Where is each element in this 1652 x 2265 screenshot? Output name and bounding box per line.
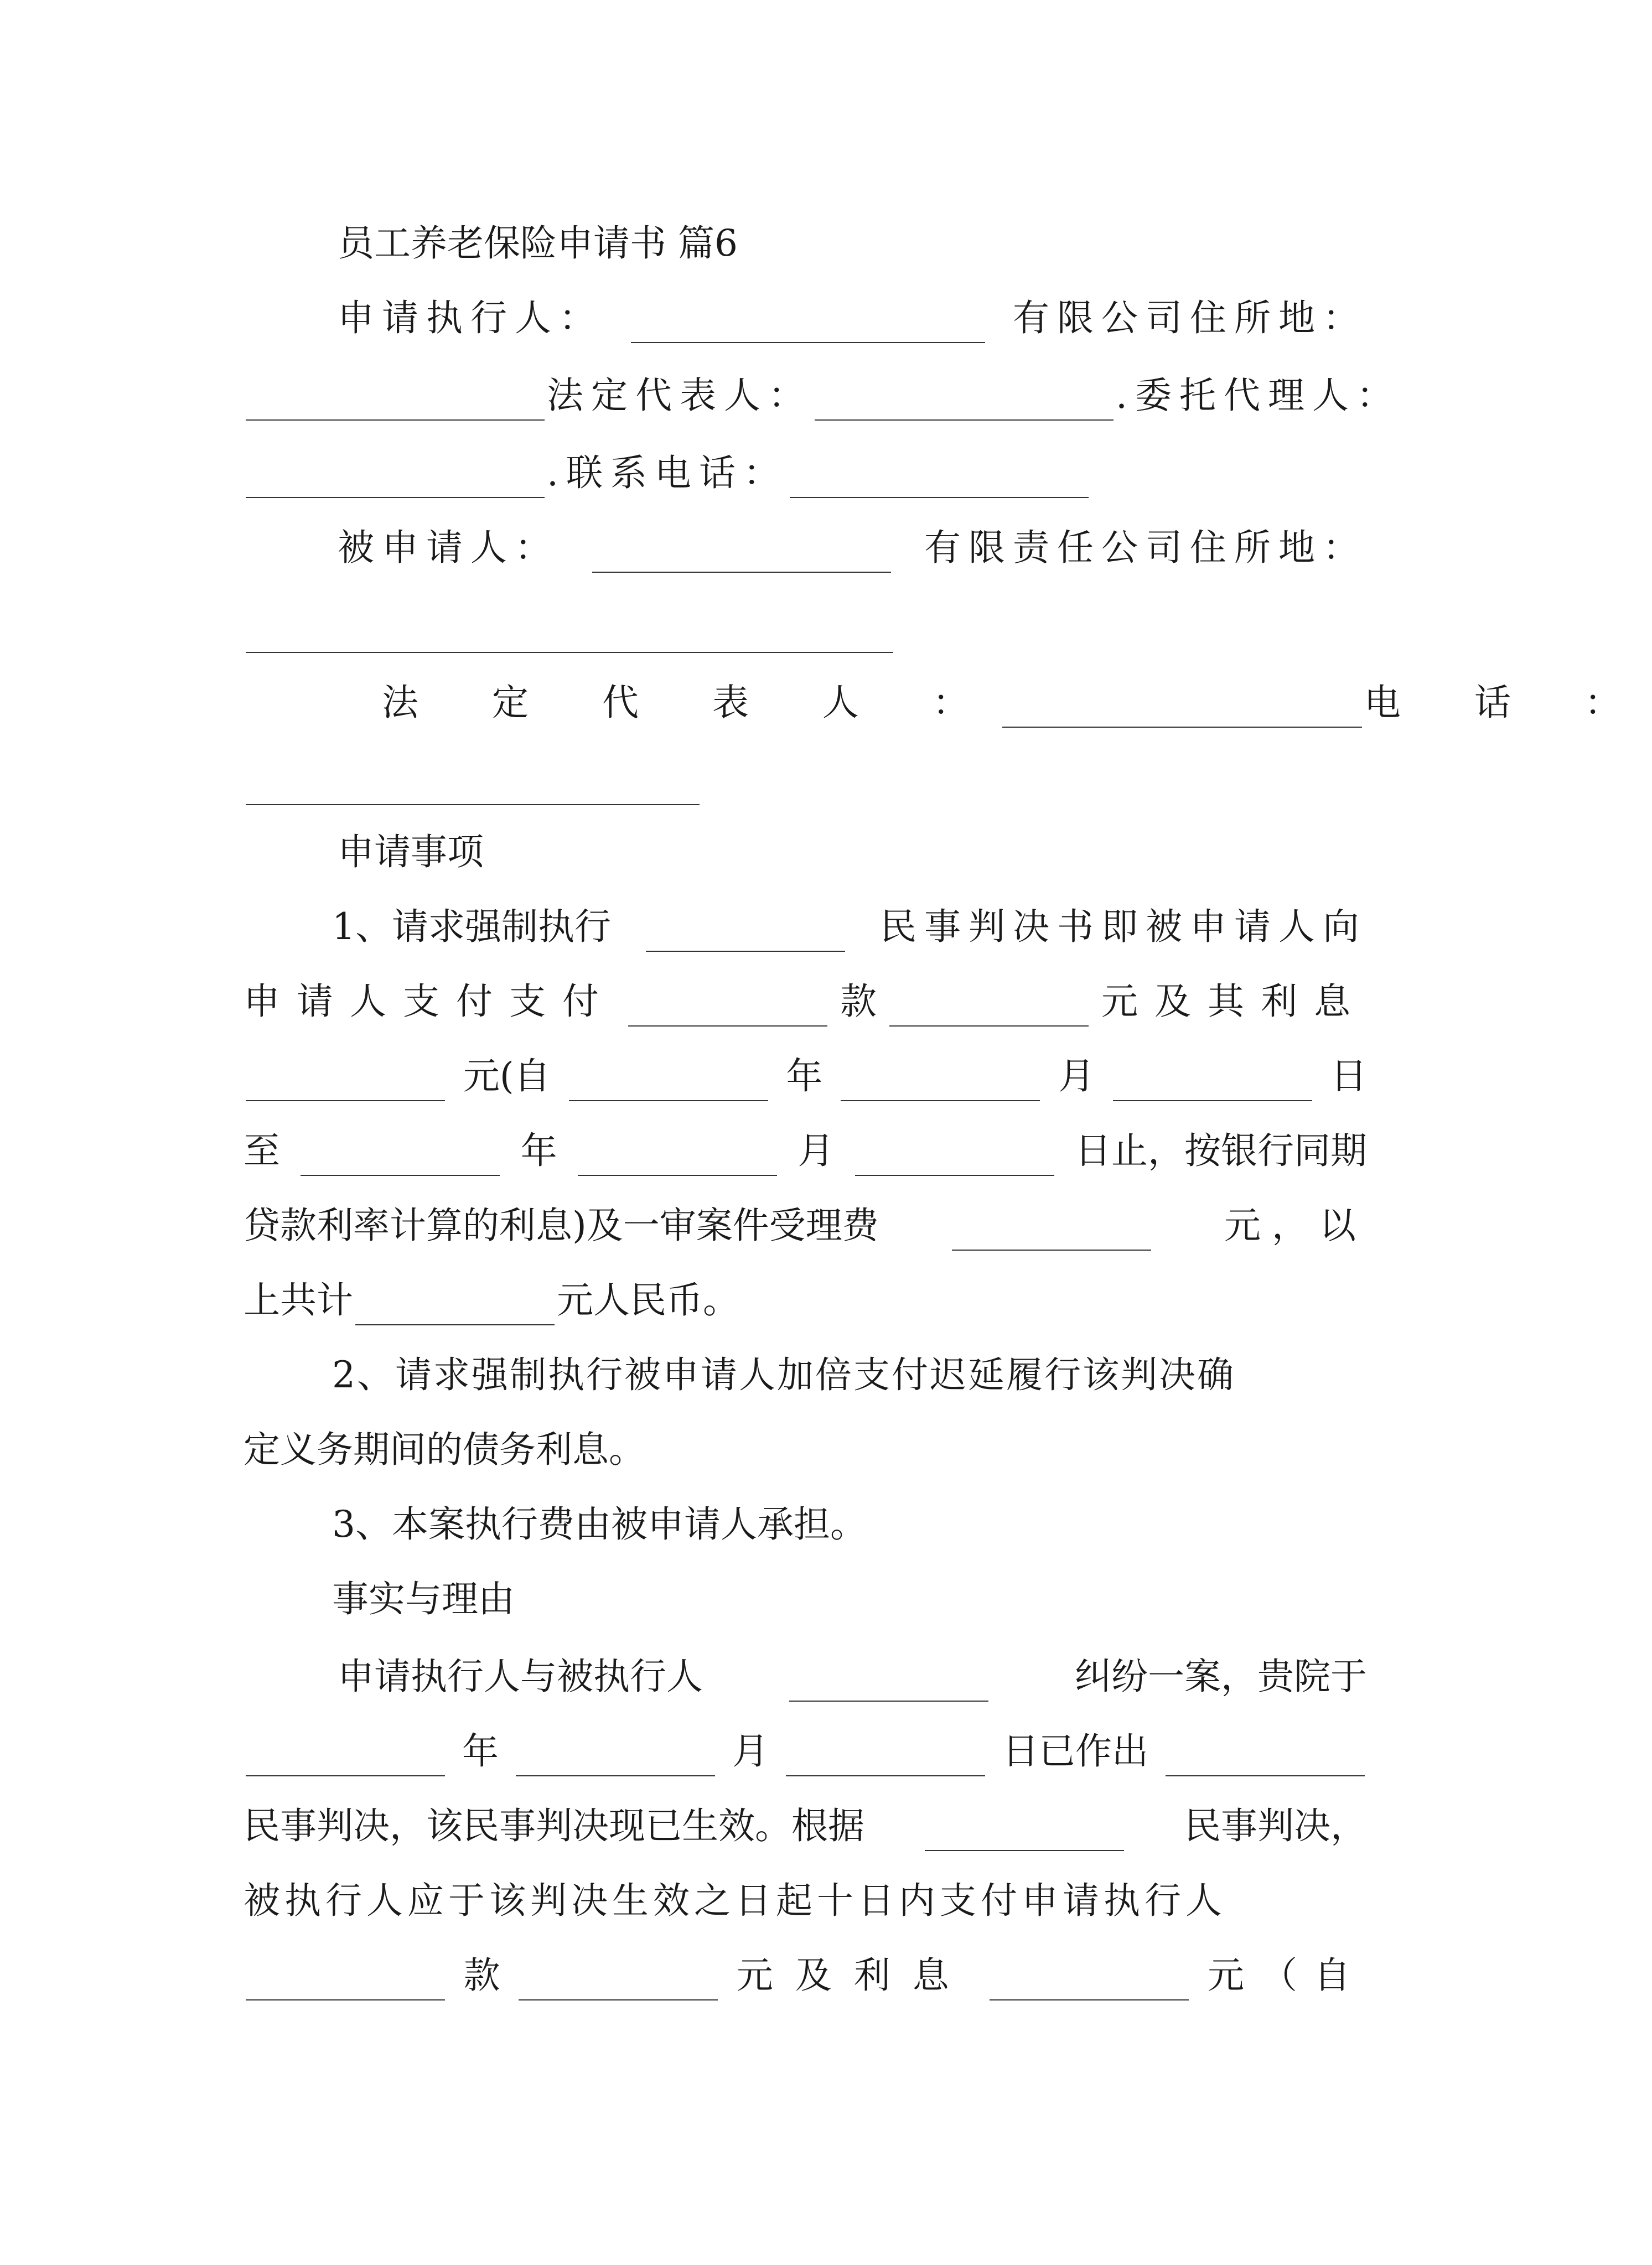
respondent-line-1: [338, 517, 1367, 573]
request1-l3-blank-4: [1113, 1061, 1312, 1101]
facts-l5-blank-3: [990, 1961, 1189, 2000]
request1-l5-b: 元，以: [1224, 1204, 1367, 1247]
request1-l4-blank-1: [301, 1136, 500, 1176]
request2-text-2: 定义务期间的债务利息。: [244, 1428, 645, 1471]
facts-l2-blank-1: [246, 1737, 445, 1776]
applicant-name-blank: [631, 303, 985, 343]
section-facts-heading: [332, 1569, 1456, 1624]
request1-part-1: 1、请求强制执行: [332, 905, 611, 948]
request1-l4-a: 至: [244, 1129, 280, 1172]
respondent-line-2: [244, 598, 1367, 653]
applicant-address-label: 有限公司住所地：: [1013, 297, 1367, 339]
applicant-agent-label: .委托代理人：: [1116, 374, 1401, 417]
respondent-line-3: [382, 672, 1652, 728]
applicant-label: 申请执行人：: [338, 297, 603, 339]
facts-line-2: [244, 1721, 1367, 1776]
request1-l3-a: 元(自: [463, 1055, 551, 1097]
facts-l2-a: 年: [462, 1730, 499, 1772]
facts-l5-c: 元（自: [1207, 1954, 1367, 1997]
request1-line-1: [332, 896, 1367, 952]
request1-l4-b: 年: [520, 1129, 557, 1172]
facts-l2-blank-3: [786, 1737, 985, 1776]
request1-part-2: 民事判决书即被申请人向: [880, 905, 1367, 948]
applicant-legal-rep-label: 法定代表人：: [547, 374, 812, 417]
request1-l3-c: 月: [1058, 1055, 1095, 1097]
applicant-address-blank: [246, 381, 545, 421]
respondent-name-blank: [592, 533, 891, 573]
facts-l2-blank-4: [1166, 1737, 1365, 1776]
respondent-label: 被申请人：: [338, 526, 559, 569]
request1-line-2: [244, 971, 1367, 1027]
request2-text-1: 2、请求强制执行被申请人加倍支付迟延履行该判决确: [332, 1354, 1235, 1396]
facts-l2-b: 月: [732, 1730, 769, 1772]
document-title: [338, 213, 1461, 268]
facts-line-3: [244, 1796, 1367, 1851]
request1-line-4: [244, 1121, 1367, 1176]
section-requests-heading: [338, 822, 1461, 877]
respondent-phone-label: 电 话 ：: [1364, 681, 1652, 724]
applicant-line-2: [244, 365, 1401, 421]
request1-l4-c: 月: [797, 1129, 835, 1172]
facts-l2-blank-2: [516, 1737, 715, 1776]
request1-l3-blank-2: [569, 1061, 768, 1101]
request1-l2-blank-2: [889, 987, 1089, 1027]
request1-l3-blank-1: [246, 1061, 445, 1101]
request1-l6-a: 上共计: [244, 1279, 353, 1321]
title-text: 员工养老保险申请书 篇6: [338, 222, 738, 265]
request1-l6-b: 元人民币。: [557, 1279, 739, 1321]
facts-l4-text: 被执行人应于该判决生效之日起十日内支付申请执行人: [244, 1879, 1226, 1922]
facts-l1-a: 申请执行人与被执行人: [338, 1655, 703, 1698]
section-facts-text: 事实与理由: [332, 1578, 515, 1620]
respondent-phone-blank: [246, 765, 700, 805]
request1-l2-b: 款: [840, 980, 877, 1023]
applicant-line-3: [244, 443, 1367, 498]
request1-l3-d: 日: [1330, 1055, 1367, 1097]
request1-l4-blank-2: [578, 1136, 777, 1176]
respondent-address-blank: [246, 613, 893, 653]
request1-l4-blank-3: [855, 1136, 1054, 1176]
request1-blank-1: [646, 912, 845, 952]
facts-line-5: [244, 1945, 1367, 2000]
request1-line-6: [244, 1270, 1367, 1325]
facts-l1-b: 纠纷一案，贵院于: [1075, 1655, 1367, 1698]
facts-l3-a: 民事判决，该民事判决现已生效。根据: [244, 1805, 864, 1847]
facts-l5-a: 款: [463, 1954, 500, 1997]
respondent-legal-rep-label: 法 定 代 表 人 ：: [382, 681, 1000, 724]
applicant-phone-blank: [790, 458, 1089, 498]
facts-l5-b: 元及利息: [736, 1954, 971, 1997]
request1-l5-a: 贷款利率计算的利息)及一审案件受理费: [244, 1204, 879, 1247]
request1-l3-b: 年: [786, 1055, 823, 1097]
facts-l2-c: 日已作出: [1002, 1730, 1148, 1772]
request3-text: 3、本案执行费由被申请人承担。: [332, 1503, 867, 1546]
request1-l2-a: 申请人支付支付: [244, 980, 615, 1023]
respondent-legal-rep-blank: [1002, 688, 1362, 728]
request1-l4-d: 日止，按银行同期: [1074, 1129, 1367, 1172]
facts-l3-blank: [925, 1811, 1124, 1851]
facts-line-4: [244, 1870, 1367, 1926]
facts-l5-blank-1: [246, 1961, 445, 2000]
facts-l5-blank-2: [519, 1961, 718, 2000]
request3-line: [332, 1494, 1456, 1549]
request1-l3-blank-3: [841, 1061, 1040, 1101]
request1-line-5: [244, 1195, 1367, 1251]
applicant-phone-label: .联系电话：: [547, 452, 788, 494]
request1-l6-blank: [355, 1286, 555, 1325]
facts-line-1: [338, 1646, 1367, 1702]
request2-line-2: [244, 1419, 1367, 1475]
request2-line-1: [332, 1345, 1367, 1400]
facts-l3-b: 民事判决，: [1184, 1805, 1367, 1847]
applicant-agent-blank: [246, 458, 545, 498]
applicant-line-1: [338, 288, 1367, 343]
respondent-line-4: [244, 750, 1367, 805]
applicant-legal-rep-blank: [815, 381, 1114, 421]
respondent-address-label: 有限责任公司住所地：: [924, 526, 1367, 569]
facts-l1-blank: [789, 1662, 988, 1702]
request1-l2-blank-1: [628, 987, 827, 1027]
request1-l5-blank: [952, 1211, 1151, 1251]
request1-l2-c: 元及其利息: [1101, 980, 1367, 1023]
section-requests-text: 申请事项: [338, 831, 484, 873]
request1-line-3: [244, 1046, 1367, 1101]
